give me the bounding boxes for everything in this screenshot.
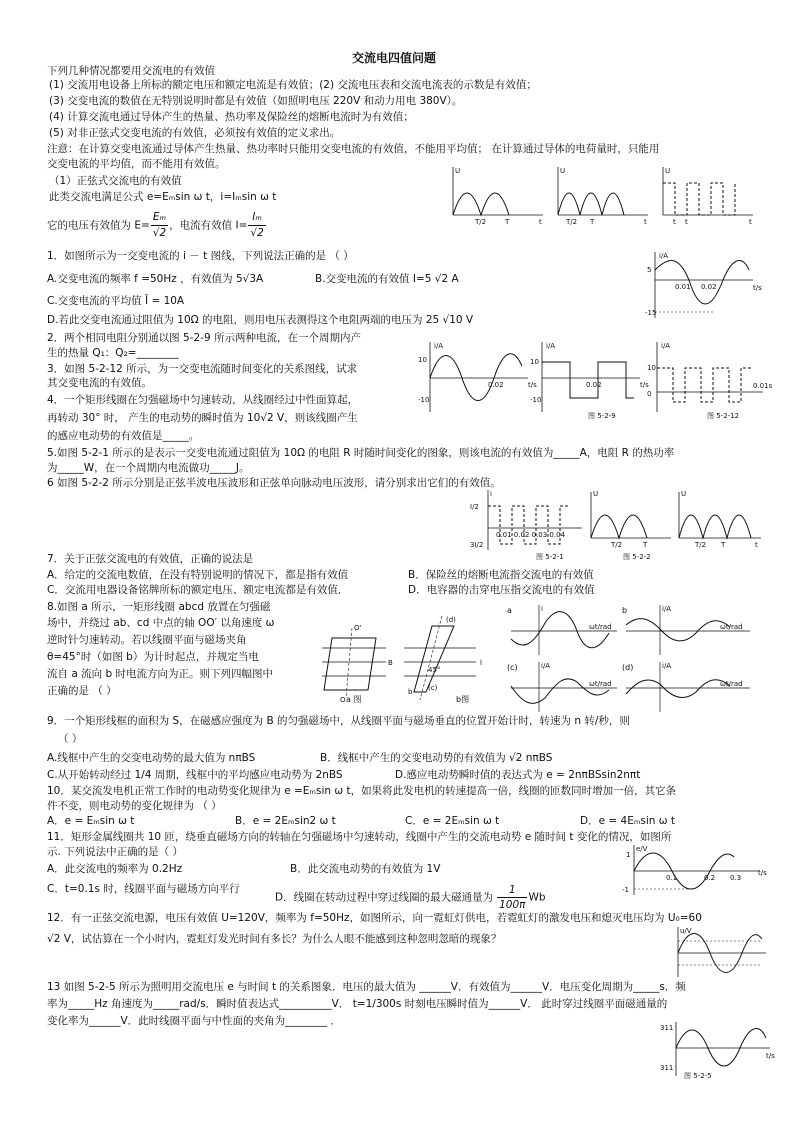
svg-text:-15: -15 (645, 309, 657, 317)
svg-text:t: t (685, 218, 688, 226)
question-3: 其交变电流的有效值。 (47, 377, 152, 389)
q8-option-d-graph (620, 660, 760, 715)
q11-option-b: B．此交流电动势的有效值为 1V (290, 863, 441, 875)
svg-text:i/A: i/A (662, 605, 672, 613)
question-5: 5.如图 5-2-1 所示的是表示一交变电流通过阻值为 10Ω 的电阻 R 时随时间变化的图象，则该电流的有效值为_____A，电阻 R 的热功率 (47, 447, 675, 459)
question-8: 场中，并绕过 ab、cd 中点的轴 OO′ 以角速度 ω (47, 617, 275, 629)
question-13: 率为_____Hz 角速度为_____rad/s．瞬时值表达式__________V． t=1/300s 时刻电压瞬时值为______V． 此时穿过线圈平面磁通量的 (47, 998, 668, 1010)
svg-text:ωt/rad: ωt/rad (589, 623, 612, 631)
svg-text:0.3: 0.3 (730, 874, 742, 882)
question-8: 正确的是 （ ） (47, 685, 117, 697)
q11-graph (620, 843, 770, 898)
question-11: 11．矩形金属线圈共 10 匝，绕垂直磁场方向的转轴在匀强磁场中匀速转动，线圈中产生的交流电动势 e 随时间 t 变化的情况，如图所 (47, 831, 672, 843)
svg-text:10: 10 (647, 364, 656, 372)
svg-text:(c): (c) (428, 684, 438, 692)
svg-text:t: t (673, 218, 676, 226)
svg-text:T: T (643, 541, 648, 549)
svg-text:0.2: 0.2 (704, 874, 716, 882)
note-line: 注意：在计算交变电流通过导体产生热量、热功率时只能用交变电流的有效值，不能用平均值； 在计算通过导体的电荷量时，只能用 (47, 143, 660, 155)
svg-text:-10: -10 (530, 396, 542, 404)
svg-text:0.02: 0.02 (488, 381, 504, 389)
svg-text:i: i (490, 490, 492, 498)
svg-text:t: t (749, 218, 752, 226)
q10-option-b: B．e = 2Eₘsin2 ω t (235, 815, 336, 827)
svg-text:图 5-2-2: 图 5-2-2 (623, 553, 651, 561)
q8-option-a-graph (505, 603, 628, 658)
svg-text:a 图: a 图 (346, 695, 362, 704)
fig-5-2-12 (645, 340, 775, 420)
svg-text:i/A: i/A (661, 342, 671, 350)
intro-line: (3) 交变电流的数值在无特别说明时都是有效值（如照明电压 220V 和动力用电 380V）。 (49, 95, 463, 107)
svg-text:0.01 0.02 0.03 0.04: 0.01 0.02 0.03 0.04 (496, 531, 566, 539)
svg-text:i: i (541, 605, 543, 613)
q8-option-b-graph (620, 603, 760, 658)
q1-option-a: A.交变电流的频率 f =50Hz ，有效值为 5√3A (47, 273, 264, 285)
svg-text:ωt/rad: ωt/rad (589, 680, 612, 688)
svg-text:U: U (455, 167, 461, 175)
svg-text:i/A: i/A (659, 252, 669, 260)
question-12: √2 V，试估算在一个小时内，霓虹灯发光时间有多长？为什么人眼不能感到这种忽明忽暗的现象？ (47, 933, 502, 945)
question-10: 10．某交流发电机正常工作时的电动势变化规律为 e =Eₘsin ω t，如果将此发电机的转速提高一倍，线圈的匝数同时增加一倍，其它条 (47, 785, 677, 797)
question-8: 8.如图 a 所示，一矩形线圈 abcd 放置在匀强磁 (47, 601, 271, 613)
q10-option-c: C．e = 2Eₘsin ω t (405, 815, 500, 827)
question-5: 为_____W，在一个周期内电流做功_____J。 (47, 462, 250, 474)
question-9: （ ） (58, 733, 83, 745)
q10-option-a: A．e = Eₘsin ω t (47, 815, 135, 827)
svg-text:10: 10 (418, 356, 427, 364)
half-wave-graph (445, 163, 545, 226)
svg-text:U: U (665, 167, 671, 175)
svg-text:i/A: i/A (434, 342, 444, 350)
note-line: 交变电流的平均值，而不能用有效值。 (47, 158, 226, 170)
svg-text:I/2: I/2 (470, 503, 479, 511)
svg-text:0.01s: 0.01s (753, 382, 773, 390)
svg-text:B: B (388, 659, 393, 667)
svg-text:t: t (539, 218, 542, 226)
question-4: 的感应电动势的有效值是_____。 (47, 430, 200, 442)
svg-text:U: U (560, 167, 566, 175)
svg-text:311: 311 (660, 1064, 674, 1072)
svg-text:O: O (340, 696, 346, 704)
question-2: 生的热量 Q₁：Q₂=________ (47, 347, 179, 359)
fig-5-2-2 (585, 488, 765, 563)
svg-text:U: U (681, 490, 687, 498)
svg-text:a: a (507, 606, 512, 615)
question-8: 流自 a 流向 b 时电流方向为正。则下列四幅图中 (47, 668, 273, 680)
svg-text:e/V: e/V (636, 845, 648, 853)
svg-text:i/A: i/A (662, 662, 672, 670)
q9-option-c: C.从开始转动经过 1/4 周期，线框中的平均感应电动势为 2nBS (47, 769, 343, 781)
svg-text:l: l (480, 659, 482, 667)
svg-text:(c): (c) (507, 663, 518, 672)
svg-text:u/V: u/V (680, 927, 692, 935)
question-4: 再转动 30° 时， 产生的电动势的瞬时值为 10√2 V，则该线圈产生 (47, 412, 358, 424)
q9-option-b: B．线框中产生的交变电动势的有效值为 √2 nπBS (320, 752, 553, 764)
svg-text:t: t (755, 541, 758, 549)
fig-5-2-1 (470, 488, 585, 563)
section-heading: （1）正弦式交流电的有效值 (49, 175, 182, 187)
svg-text:i/A: i/A (546, 342, 556, 350)
svg-text:0.02: 0.02 (586, 381, 602, 389)
q11-option-d: D．线圈在转动过程中穿过线圈的最大磁通量为 $\frac{1}{100\pi}$ Wb (275, 884, 546, 911)
question-4: 4．一个矩形线圈在匀强磁场中匀速转动，从线圈经过中性面算起， (47, 394, 359, 406)
intro-line: (1) 交流用电设备上所标的额定电压和额定电流是有效值；(2) 交流电压表和交流电流表的示数是有效值； (49, 79, 537, 91)
svg-text:5: 5 (647, 266, 652, 274)
svg-text:T/2: T/2 (695, 541, 707, 549)
svg-text:-10: -10 (418, 396, 430, 404)
question-6: 6 如图 5-2-2 所示分别是正弦半波电压波形和正弦单向脉动电压波形，请分别求出它们的有效值。 (47, 477, 501, 489)
svg-text:T: T (505, 218, 510, 226)
q1-graph (645, 250, 765, 320)
svg-text:ωt/rad: ωt/rad (720, 680, 743, 688)
intro-heading: 下列几种情况都要用交流电的有效值 (47, 65, 215, 77)
svg-text:0.01: 0.01 (675, 283, 691, 291)
svg-text:图 5-2-5: 图 5-2-5 (684, 1072, 712, 1080)
svg-text:0: 0 (647, 390, 652, 398)
svg-text:10: 10 (530, 358, 539, 366)
pulse-wave-graph (550, 163, 650, 226)
q1-option-c: C.交变电流的平均值 Ī = 10A (47, 295, 185, 307)
svg-text:3I/2: 3I/2 (470, 541, 484, 549)
q10-option-d: D．e = 4Eₘsin ω t (580, 815, 676, 827)
svg-text:t/s: t/s (766, 1052, 775, 1060)
page-title: 交流电四值问题 (352, 51, 437, 65)
question-10: 件不变，则电动势的变化规律为 （ ） (47, 800, 222, 812)
q7-option-c: C．交流用电器设备铭牌所标的额定电压、额定电流都是有效值． (47, 584, 349, 596)
svg-text:图 5-2-9: 图 5-2-9 (588, 412, 616, 420)
svg-text:i/A: i/A (541, 662, 551, 670)
q9-option-a: A.线框中产生的交变电动势的最大值为 nπBS (47, 752, 256, 764)
question-1: 1．如图所示为一交变电流的 i － t 图线，下列说法正确的是 （ ） (47, 250, 354, 262)
formula-line: 此类交流电满足公式 e=Eₘsin ω t，i=Iₘsin ω t (49, 191, 277, 203)
svg-text:t/s: t/s (528, 381, 537, 389)
question-13: 变化率为______V．此时线圈平面与中性面的夹角为________ ． (47, 1015, 342, 1027)
q9-option-d: D.感应电动势瞬时值的表达式为 e = 2nπBSsin2nπt (395, 769, 641, 781)
svg-text:1: 1 (626, 851, 631, 859)
q11-option-a: A．此交流电的频率为 0.2Hz (47, 863, 183, 875)
question-8: 逆时针匀速转动。若以线圈平面与磁场夹角 (47, 634, 247, 646)
svg-text:T: T (590, 218, 595, 226)
svg-text:(d): (d) (622, 663, 634, 672)
svg-text:O': O' (354, 624, 362, 632)
q8-coil-figures (316, 608, 496, 704)
svg-text:b: b (622, 606, 628, 615)
svg-text:图 5-2-12: 图 5-2-12 (707, 412, 740, 420)
svg-text:b: b (408, 688, 413, 696)
q7-option-a: A．给定的交流电数值，在没有特别说明的情况下，都是指有效值 (47, 569, 349, 581)
question-12: 12．有一正弦交流电源，电压有效值 U=120V，频率为 f=50Hz，如图所示，向一霓虹灯供电，若霓虹灯的激发电压和熄灭电压均为 U₀=60 (47, 912, 702, 924)
svg-text:T: T (721, 541, 726, 549)
q1-option-b: B.交变电流的有效值 I=5 √2 A (315, 273, 459, 285)
intro-line: (5) 对非正弦式交变电流的有效值，必须按有效值的定义求出。 (49, 127, 341, 139)
svg-text:T/2: T/2 (566, 218, 578, 226)
question-7: 7．关于正弦交流电的有效值，正确的说法是 (47, 553, 254, 565)
q12-graph (670, 925, 770, 980)
formula-effective: 它的电压有效值为 E= $\frac{\text{Eₘ}}{√2}$ ，电流有效值 I= $\frac{\text{Iₘ}}{√2}$ (47, 211, 264, 239)
svg-text:0.1: 0.1 (666, 874, 678, 882)
q11-option-c: C．t=0.1s 时，线圈平面与磁场方向平行 (47, 883, 240, 895)
svg-text:0.02: 0.02 (701, 283, 717, 291)
question-2: 2．两个相同电阻分别通以图 5-2-9 所示两种电流，在一个周期内产 (47, 332, 361, 344)
svg-text:(d): (d) (446, 616, 456, 624)
question-3: 3．如图 5-2-12 所示，为一交变电流随时间变化的关系图线，试求 (47, 363, 358, 375)
svg-text:45°: 45° (428, 666, 441, 674)
intro-line: (4) 计算交流电通过导体产生的热量、热功率及保险丝的熔断电流时为有效值； (49, 111, 414, 123)
svg-text:t/s: t/s (758, 869, 767, 877)
question-11: 示. 下列说法中正确的是（ ） (47, 846, 184, 858)
fig-5-2-9-square (530, 340, 650, 420)
question-9: 9．一个矩形线框的面积为 S，在磁感应强度为 B 的匀强磁场中，从线圈平面与磁场垂直的位置开始计时，转速为 n 转/秒，则 (47, 715, 630, 727)
question-8: θ=45°时（如图 b）为计时起点，并规定当电 (47, 651, 259, 663)
q8-option-c-graph (505, 660, 625, 715)
fig-5-2-5 (658, 1020, 778, 1080)
fig-5-2-9-sine (418, 340, 538, 415)
svg-text:图 5-2-1: 图 5-2-1 (536, 553, 564, 561)
q7-option-d: D．电容器的击穿电压指交流电的有效值 (408, 584, 595, 596)
q1-option-d: D.若此交变电流通过阻值为 10Ω 的电阻，则用电压表测得这个电阻两端的电压为 25 √10 V (47, 314, 474, 326)
svg-text:T/2: T/2 (475, 218, 487, 226)
q7-option-b: B．保险丝的熔断电流指交流电的有效值 (408, 569, 594, 581)
svg-text:t/s: t/s (640, 381, 649, 389)
svg-text:U: U (593, 490, 599, 498)
svg-text:ωt/rad: ωt/rad (720, 623, 743, 631)
svg-text:-1: -1 (622, 886, 629, 894)
svg-text:b图: b图 (456, 695, 470, 704)
question-13: 13 如图 5-2-5 所示为照明用交流电压 e 与时间 t 的关系图象．电压的最大值为 ______V．有效值为______V．电压变化周期为_____s．频 (47, 981, 686, 993)
square-wave-graph (655, 163, 755, 226)
svg-text:t/s: t/s (753, 284, 762, 292)
svg-text:T/2: T/2 (611, 541, 623, 549)
svg-text:311: 311 (660, 1024, 674, 1032)
svg-text:t: t (644, 218, 647, 226)
